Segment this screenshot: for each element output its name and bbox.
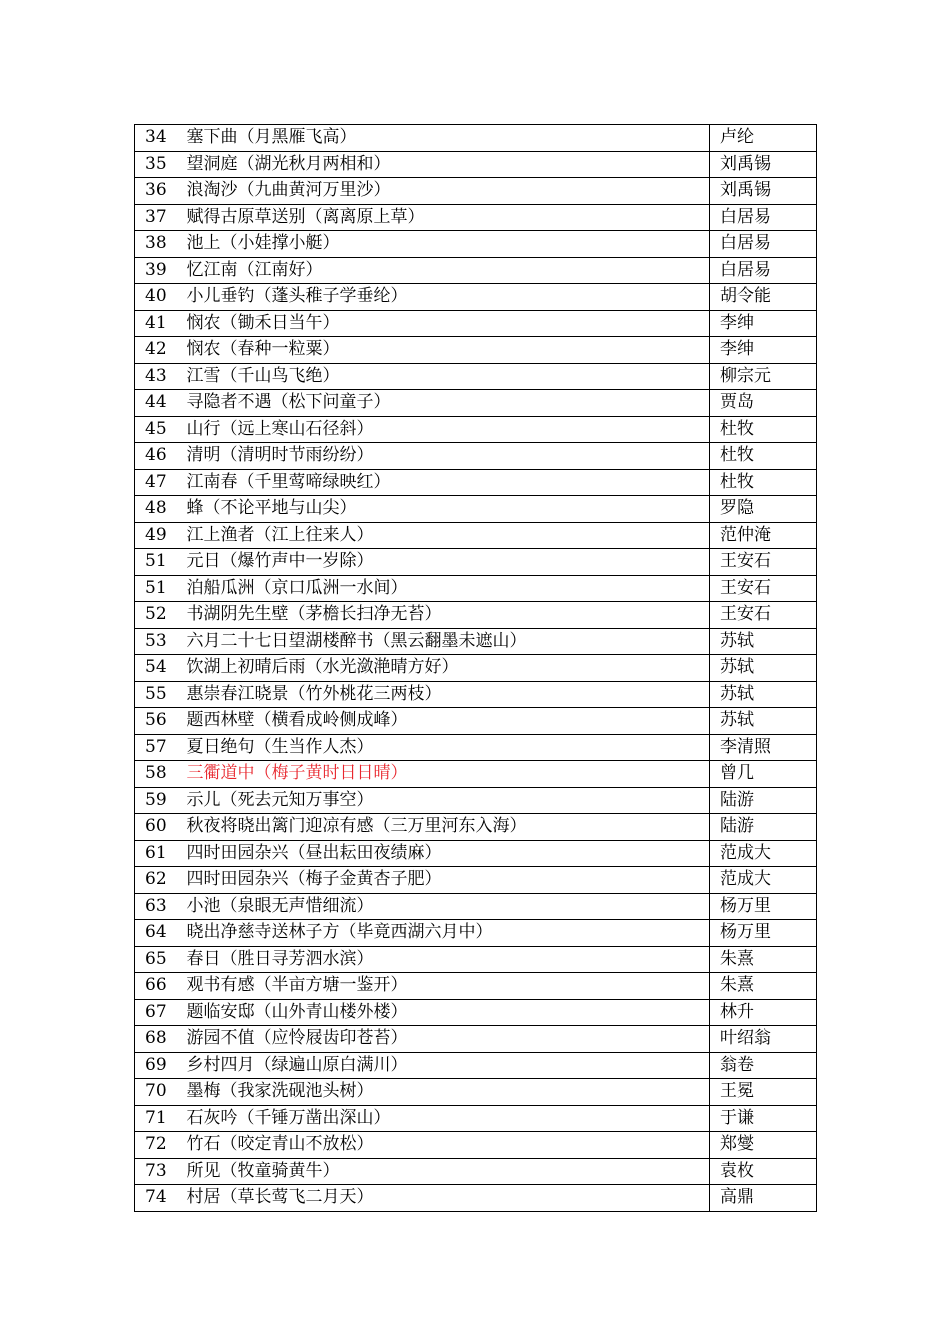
row-number: 40 — [135, 284, 187, 311]
table-row — [135, 151, 817, 178]
poem-title: 塞下曲（月黑雁飞高） — [187, 125, 710, 152]
poem-title: 清明（清明时节雨纷纷） — [187, 443, 710, 470]
poem-author: 胡令能 — [710, 284, 817, 311]
poem-title: 元日（爆竹声中一岁除） — [187, 549, 710, 576]
table-row — [135, 1026, 817, 1053]
poem-table — [134, 124, 817, 1212]
poem-title: 悯农（春种一粒粟） — [187, 337, 710, 364]
poem-author: 王安石 — [710, 549, 817, 576]
poem-author: 翁卷 — [710, 1052, 817, 1079]
poem-title: 饮湖上初晴后雨（水光潋滟晴方好） — [187, 655, 710, 682]
table-row — [135, 416, 817, 443]
poem-author: 高鼎 — [710, 1185, 817, 1212]
poem-author: 罗隐 — [710, 496, 817, 523]
poem-title: 春日（胜日寻芳泗水滨） — [187, 946, 710, 973]
table-row — [135, 1052, 817, 1079]
table-row — [135, 575, 817, 602]
row-number: 65 — [135, 946, 187, 973]
poem-author: 王安石 — [710, 575, 817, 602]
poem-title: 蜂（不论平地与山尖） — [187, 496, 710, 523]
poem-title: 秋夜将晓出篱门迎凉有感（三万里河东入海） — [187, 814, 710, 841]
poem-title: 书湖阴先生壁（茅檐长扫净无苔） — [187, 602, 710, 629]
poem-author: 白居易 — [710, 204, 817, 231]
row-number: 71 — [135, 1105, 187, 1132]
table-row — [135, 655, 817, 682]
poem-title: 题西林壁（横看成岭侧成峰） — [187, 708, 710, 735]
poem-title: 墨梅（我家洗砚池头树） — [187, 1079, 710, 1106]
poem-title: 乡村四月（绿遍山原白满川） — [187, 1052, 710, 1079]
table-row — [135, 257, 817, 284]
row-number: 59 — [135, 787, 187, 814]
table-row — [135, 1079, 817, 1106]
row-number: 52 — [135, 602, 187, 629]
row-number: 45 — [135, 416, 187, 443]
row-number: 37 — [135, 204, 187, 231]
poem-title: 观书有感（半亩方塘一鉴开） — [187, 973, 710, 1000]
row-number: 70 — [135, 1079, 187, 1106]
table-row — [135, 469, 817, 496]
table-row — [135, 178, 817, 205]
poem-author: 王冕 — [710, 1079, 817, 1106]
table-row — [135, 734, 817, 761]
poem-title: 示儿（死去元知万事空） — [187, 787, 710, 814]
poem-author: 范仲淹 — [710, 522, 817, 549]
poem-title: 三衢道中（梅子黄时日日晴） — [187, 761, 710, 788]
poem-title: 六月二十七日望湖楼醉书（黑云翻墨未遮山） — [187, 628, 710, 655]
poem-title: 小池（泉眼无声惜细流） — [187, 893, 710, 920]
table-row — [135, 893, 817, 920]
poem-author: 白居易 — [710, 257, 817, 284]
table-row — [135, 628, 817, 655]
table-row — [135, 840, 817, 867]
table-row — [135, 443, 817, 470]
poem-author: 苏轼 — [710, 681, 817, 708]
poem-author: 苏轼 — [710, 708, 817, 735]
poem-title: 村居（草长莺飞二月天） — [187, 1185, 710, 1212]
row-number: 36 — [135, 178, 187, 205]
table-row — [135, 867, 817, 894]
row-number: 67 — [135, 999, 187, 1026]
table-row — [135, 1105, 817, 1132]
poem-author: 贾岛 — [710, 390, 817, 417]
row-number: 51 — [135, 549, 187, 576]
poem-title: 悯农（锄禾日当午） — [187, 310, 710, 337]
row-number: 46 — [135, 443, 187, 470]
poem-author: 郑燮 — [710, 1132, 817, 1159]
poem-author: 叶绍翁 — [710, 1026, 817, 1053]
row-number: 39 — [135, 257, 187, 284]
poem-author: 袁枚 — [710, 1158, 817, 1185]
poem-title: 竹石（咬定青山不放松） — [187, 1132, 710, 1159]
poem-title: 四时田园杂兴（昼出耘田夜绩麻） — [187, 840, 710, 867]
table-row — [135, 946, 817, 973]
poem-title: 所见（牧童骑黄牛） — [187, 1158, 710, 1185]
table-row — [135, 390, 817, 417]
poem-author: 卢纶 — [710, 125, 817, 152]
row-number: 35 — [135, 151, 187, 178]
row-number: 38 — [135, 231, 187, 258]
poem-title: 江雪（千山鸟飞绝） — [187, 363, 710, 390]
row-number: 68 — [135, 1026, 187, 1053]
table-row — [135, 973, 817, 1000]
poem-title: 池上（小娃撑小艇） — [187, 231, 710, 258]
row-number: 56 — [135, 708, 187, 735]
table-row — [135, 522, 817, 549]
table-row — [135, 1158, 817, 1185]
table-row — [135, 337, 817, 364]
table-row — [135, 125, 817, 152]
row-number: 66 — [135, 973, 187, 1000]
table-row — [135, 814, 817, 841]
row-number: 61 — [135, 840, 187, 867]
row-number: 44 — [135, 390, 187, 417]
poem-title: 四时田园杂兴（梅子金黄杏子肥） — [187, 867, 710, 894]
poem-author: 柳宗元 — [710, 363, 817, 390]
table-row — [135, 708, 817, 735]
table-row — [135, 310, 817, 337]
poem-author: 杨万里 — [710, 920, 817, 947]
row-number: 51 — [135, 575, 187, 602]
table-row — [135, 284, 817, 311]
poem-author: 陆游 — [710, 787, 817, 814]
table-row — [135, 1185, 817, 1212]
poem-title: 浪淘沙（九曲黄河万里沙） — [187, 178, 710, 205]
table-row — [135, 602, 817, 629]
poem-title: 江南春（千里莺啼绿映红） — [187, 469, 710, 496]
table-row — [135, 787, 817, 814]
poem-author: 杜牧 — [710, 469, 817, 496]
table-row — [135, 363, 817, 390]
poem-title: 惠崇春江晓景（竹外桃花三两枝） — [187, 681, 710, 708]
poem-author: 王安石 — [710, 602, 817, 629]
poem-author: 杜牧 — [710, 416, 817, 443]
row-number: 57 — [135, 734, 187, 761]
poem-author: 白居易 — [710, 231, 817, 258]
poem-author: 杨万里 — [710, 893, 817, 920]
poem-author: 苏轼 — [710, 628, 817, 655]
poem-author: 曾几 — [710, 761, 817, 788]
row-number: 47 — [135, 469, 187, 496]
row-number: 54 — [135, 655, 187, 682]
poem-author: 苏轼 — [710, 655, 817, 682]
row-number: 55 — [135, 681, 187, 708]
poem-author: 于谦 — [710, 1105, 817, 1132]
poem-title: 望洞庭（湖光秋月两相和） — [187, 151, 710, 178]
row-number: 63 — [135, 893, 187, 920]
poem-author: 杜牧 — [710, 443, 817, 470]
poem-title: 石灰吟（千锤万凿出深山） — [187, 1105, 710, 1132]
row-number: 58 — [135, 761, 187, 788]
poem-author: 朱熹 — [710, 973, 817, 1000]
table-row — [135, 761, 817, 788]
poem-author: 林升 — [710, 999, 817, 1026]
table-row — [135, 549, 817, 576]
poem-title: 小儿垂钓（蓬头稚子学垂纶） — [187, 284, 710, 311]
row-number: 64 — [135, 920, 187, 947]
row-number: 42 — [135, 337, 187, 364]
poem-title: 忆江南（江南好） — [187, 257, 710, 284]
poem-title: 江上渔者（江上往来人） — [187, 522, 710, 549]
row-number: 62 — [135, 867, 187, 894]
row-number: 72 — [135, 1132, 187, 1159]
poem-author: 刘禹锡 — [710, 151, 817, 178]
poem-title: 山行（远上寒山石径斜） — [187, 416, 710, 443]
row-number: 60 — [135, 814, 187, 841]
table-row — [135, 204, 817, 231]
poem-title: 晓出净慈寺送林子方（毕竟西湖六月中） — [187, 920, 710, 947]
poem-table-body — [135, 125, 817, 1212]
row-number: 74 — [135, 1185, 187, 1212]
poem-title: 寻隐者不遇（松下问童子） — [187, 390, 710, 417]
poem-title: 题临安邸（山外青山楼外楼） — [187, 999, 710, 1026]
poem-author: 李绅 — [710, 337, 817, 364]
table-row — [135, 231, 817, 258]
table-row — [135, 1132, 817, 1159]
poem-title: 夏日绝句（生当作人杰） — [187, 734, 710, 761]
poem-author: 陆游 — [710, 814, 817, 841]
row-number: 43 — [135, 363, 187, 390]
poem-author: 李清照 — [710, 734, 817, 761]
table-row — [135, 681, 817, 708]
poem-author: 朱熹 — [710, 946, 817, 973]
poem-title: 游园不值（应怜屐齿印苍苔） — [187, 1026, 710, 1053]
poem-author: 刘禹锡 — [710, 178, 817, 205]
poem-title: 赋得古原草送别（离离原上草） — [187, 204, 710, 231]
poem-author: 范成大 — [710, 840, 817, 867]
row-number: 53 — [135, 628, 187, 655]
table-row — [135, 920, 817, 947]
row-number: 34 — [135, 125, 187, 152]
table-row — [135, 999, 817, 1026]
row-number: 69 — [135, 1052, 187, 1079]
poem-author: 李绅 — [710, 310, 817, 337]
row-number: 48 — [135, 496, 187, 523]
row-number: 41 — [135, 310, 187, 337]
poem-title: 泊船瓜洲（京口瓜洲一水间） — [187, 575, 710, 602]
row-number: 49 — [135, 522, 187, 549]
table-row — [135, 496, 817, 523]
row-number: 73 — [135, 1158, 187, 1185]
poem-author: 范成大 — [710, 867, 817, 894]
